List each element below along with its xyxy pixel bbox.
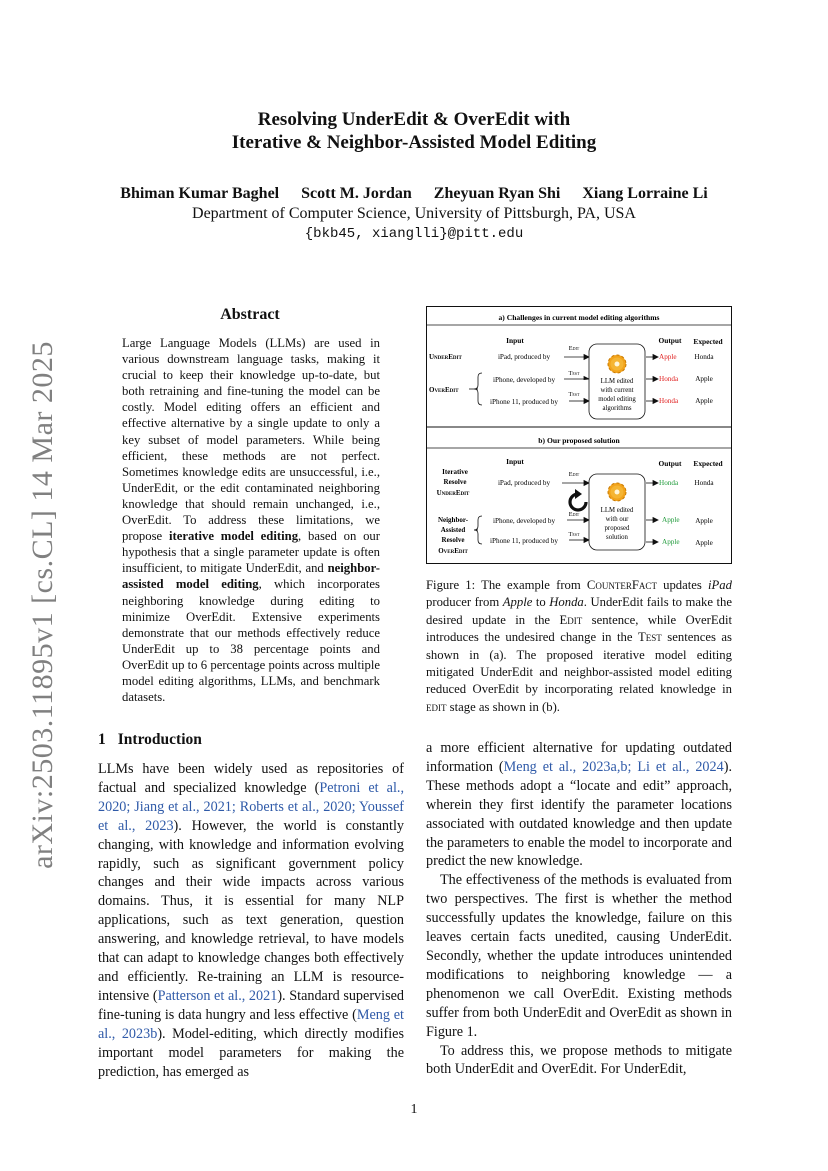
input-header: Input	[506, 336, 524, 345]
citation-link[interactable]: Meng et al., 2023b	[98, 1006, 404, 1042]
output-a-2: Honda	[659, 375, 679, 383]
figure-caption: Figure 1: The example from CounterFact updates iPad producer from Apple to Honda. UnderEdit fails to make the desired update in the Edit sentence, while OverEdit introduces the undesired change in the Test sentences as shown in (a). The proposed iterative model editing mitigated UnderEdit and neighbor-assisted model editing reduced OverEdit by incorporating related knowledge in edit stage as shown in (b).	[426, 578, 732, 714]
svg-text:UnderEdit: UnderEdit	[436, 489, 470, 497]
prompt-iphone: iPhone, developed by	[492, 517, 556, 525]
expected-a-3: Apple	[695, 397, 713, 405]
gear-icon	[608, 483, 626, 501]
panel-a-title: a) Challenges in current model editing algorithms	[498, 313, 660, 322]
edit-label: Edit	[568, 345, 580, 352]
svg-text:solution: solution	[606, 534, 628, 541]
expected-b-3: Apple	[695, 539, 713, 547]
intro-paragraph: The effectiveness of the methods is evaluated from two perspectives. The first is whether the method successfully updates the knowledge, failure on this leaves certain facts unedited, causing UnderEdit. Secondly, whether the update introduces unintended modifications to neighboring knowledge — a phenomenon we call OverEdit. Existing methods suffer from both UnderEdit and OverEdit as shown in Figure 1.	[426, 872, 732, 1040]
citation-link[interactable]: Petroni et al., 2020; Jiang et al., 2021; Roberts et al., 2020; Youssef et al., 2023	[98, 779, 404, 834]
page-number: 1	[410, 1102, 418, 1117]
author: Bhiman Kumar Baghel	[120, 185, 280, 202]
svg-text:proposed: proposed	[604, 525, 630, 532]
gear-icon	[608, 355, 626, 373]
output-header: Output	[658, 459, 682, 468]
arxiv-stamp: arXiv:2503.11895v1 [cs.CL] 14 Mar 2025	[26, 341, 59, 869]
llm-label-a: LLM edited	[600, 378, 634, 385]
input-header: Input	[506, 457, 524, 466]
expected-b-2: Apple	[695, 517, 713, 525]
author: Scott M. Jordan	[301, 185, 412, 202]
output-b-3: Apple	[662, 538, 680, 546]
expected-header: Expected	[693, 459, 723, 468]
email: {bkb45, xianglli}@pitt.edu	[304, 226, 524, 242]
output-b-2: Apple	[662, 516, 680, 524]
test-label: Test	[568, 370, 580, 377]
abstract-text: Large Language Models (LLMs) are used in various downstream language tasks, making it crucial to keep their knowledge up-to-date, but both retraining and fine-tuning the model can be costly. Model editing offers an efficient and effective alternative by a single update to only a key subset of model parameters. While being efficient, these methods are not perfect. Sometimes knowledge edits are unsuccessful, i.e., UnderEdit, or the edit contaminated neighboring knowledge that should remain unchanged, i.e., OverEdit. To address these limitations, we propose iterative model editing, based on our hypothesis that a single parameter update is often insufficient, to mitigate UnderEdit, and neighbor-assisted model editing, which incorporates neighboring knowledge during editing to minimize OverEdit. Extensive experiments demonstrate that our methods effectively reduce UnderEdit up to 38 percentage points and OverEdit up to 6 percentage points across multiple model editing algorithms, LLMs, and benchmark datasets.	[122, 336, 380, 705]
expected-a-2: Apple	[695, 375, 713, 383]
prompt-iphone11: iPhone 11, produced by	[489, 398, 559, 406]
test-label: Test	[568, 531, 580, 538]
svg-text:with our: with our	[605, 516, 629, 523]
svg-text:with current: with current	[600, 387, 634, 394]
paper-title-line-1: Resolving UnderEdit & OverEdit with	[257, 109, 571, 130]
author: Zheyuan Ryan Shi	[433, 185, 561, 202]
llm-label-b: LLM edited	[600, 507, 634, 514]
output-b-1: Honda	[659, 479, 679, 487]
paper-title-line-2: Iterative & Neighbor-Assisted Model Editing	[231, 132, 597, 153]
intro-column-left: LLMs have been widely used as repositories of factual and specialized knowledge (Petroni et al., 2020; Jiang et al., 2021; Roberts et al., 2020; Youssef et al., 2023). However, the world is constantly changing, with knowledge and information evolving rapidly, such as significant government policy changes and their wide impacts across various domains. Thus, it is essential for many NLP applications, such as text generation, question answering, and knowledge retrieval, to have models that can adapt to knowledge changes both effectively and efficiently. Re-training an LLM is resource-intensive (Patterson et al., 2021). Standard supervised fine-tuning is data hungry and less effective (Meng et al., 2023b). Model-editing, which directly modifies important model parameters for making the prediction, has emerged as	[98, 761, 404, 1080]
author: Xiang Lorraine Li	[582, 185, 708, 202]
prompt-iphone: iPhone, developed by	[492, 376, 556, 384]
citation-link[interactable]: Patterson et al., 2021	[157, 987, 278, 1004]
panel-b-title: b) Our proposed solution	[538, 436, 620, 445]
test-label: Test	[568, 391, 580, 398]
intro-column-right: a more efficient alternative for updating outdated information (Meng et al., 2023a,b; Li et al., 2024). These methods adopt a “locate and edit” approach, wherein they first identify the parameter locations associated with outdated knowledge and then update the parameters to enable the model to incorporate and predict the new knowledge. The effectiveness of the methods is evaluated from two perspectives. The first is whether the method successfully updates the knowledge, failure on this leaves certain facts unedited, causing UnderEdit. Secondly, whether the update introduces unintended modifications to neighboring knowledge — a phenomenon we call OverEdit. Existing methods suffer from both UnderEdit and OverEdit as shown in Figure 1. To address this, we propose methods to mitigate both UnderEdit and OverEdit. For UnderEdit,	[426, 740, 732, 1078]
affiliation: Department of Computer Science, University of Pittsburgh, PA, USA	[192, 205, 636, 222]
svg-text:Assisted: Assisted	[440, 526, 466, 534]
underedit-label: UnderEdit	[429, 353, 462, 361]
citation-link[interactable]: Meng et al., 2023a,b; Li et al., 2024	[503, 758, 724, 775]
prompt-iphone11: iPhone 11, produced by	[489, 537, 559, 545]
section-heading: 1 Introduction	[98, 731, 202, 748]
output-a-3: Honda	[659, 397, 679, 405]
expected-header: Expected	[693, 337, 723, 346]
edit-label: Edit	[568, 471, 580, 478]
output-header: Output	[658, 336, 682, 345]
svg-text:model editing: model editing	[598, 396, 636, 403]
intro-paragraph: To address this, we propose methods to mitigate both UnderEdit and OverEdit. For UnderEdit,	[426, 1042, 732, 1078]
expected-b-1: Honda	[694, 479, 714, 487]
svg-text:algorithms: algorithms	[602, 405, 632, 412]
iterate-loop-icon	[570, 489, 586, 510]
expected-a-1: Honda	[694, 353, 714, 361]
prompt-ipad: iPad, produced by	[497, 479, 551, 487]
output-a-1: Apple	[659, 353, 677, 361]
abstract-heading: Abstract	[220, 306, 280, 323]
prompt-ipad: iPad, produced by	[497, 353, 551, 361]
neighbor-label: Neighbor-	[437, 516, 469, 524]
figure-1	[426, 306, 732, 564]
edit-label: Edit	[568, 511, 580, 518]
svg-text:Resolve: Resolve	[441, 536, 465, 544]
iterative-label: Iterative	[442, 468, 468, 476]
svg-text:OverEdit: OverEdit	[438, 547, 468, 555]
svg-text:Resolve: Resolve	[443, 478, 467, 486]
author-list	[0, 185, 828, 203]
overedit-label: OverEdit	[429, 386, 459, 394]
